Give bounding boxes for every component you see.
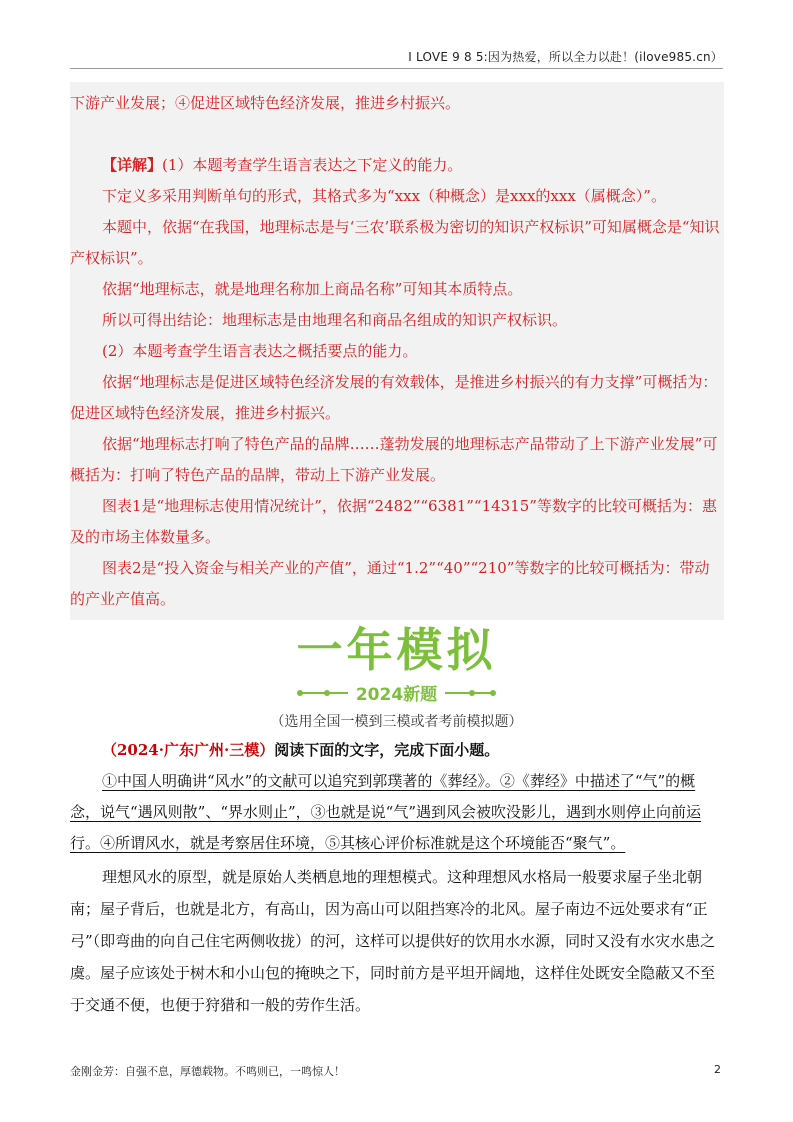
subtitle-ornament-right bbox=[445, 692, 493, 694]
answer-paragraph: 依据“地理标志打响了特色产品的品牌……蓬勃发展的地理标志产品带动了上下游产业发展”可概括为：打响了特色产品的品牌，带动上下游产业发展。 bbox=[70, 435, 718, 484]
detail-text: (1）本题考查学生语言表达之下定义的能力。 bbox=[162, 156, 463, 174]
section-subtitle: 2024新题 bbox=[355, 685, 438, 705]
answer-paragraph: 依据“地理标志，就是地理名称加上商品名称”可知其本质特点。 bbox=[102, 280, 523, 298]
section-title: 一年模拟 bbox=[296, 623, 497, 677]
underlined-passage: ①中国人明确讲“风水”的文献可以追究到郭璞著的《葬经》。②《葬经》中描述了“气”的概念，说气“遇风则散”、“界水则止”，③也就是说“气”遇到风会被吹没影儿，遇到水则停止向前运行。④所谓风水，就是考察居住环境，⑤其核心评价标准就是这个环境能否“聚气”。 bbox=[70, 772, 702, 852]
answer-paragraph: (2）本题考查学生语言表达之概括要点的能力。 bbox=[102, 342, 418, 360]
detail-intro bbox=[70, 150, 724, 181]
answer-paragraph: 依据“地理标志是促进区域特色经济发展的有效载体，是推进乡村振兴的有力支撑”可概括为：促进区域特色经济发展，推进乡村振兴。 bbox=[70, 373, 718, 422]
answer-paragraph: 下定义多采用判断单句的形式，其格式多为“xxx（种概念）是xxx的xxx（属概念）”。 bbox=[102, 187, 666, 205]
answer-paragraph: 图表1是“地理标志使用情况统计”，依据“2482”“6381”“14315”等数字的比较可概括为：惠及的市场主体数量多。 bbox=[70, 497, 717, 546]
answer-paragraph: 图表2是“投入资金与相关产业的产值”，通过“1.2”“40”“210”等数字的比较可概括为：带动的产业产值高。 bbox=[70, 559, 710, 608]
header-divider bbox=[70, 68, 723, 69]
answer-explanation-box bbox=[70, 82, 724, 620]
page-number: 2 bbox=[714, 1063, 721, 1076]
answer-paragraph: 本题中，依据“在我国，地理标志是与‘三农’联系极为密切的知识产权标识”可知属概念是“知识产权标识”。 bbox=[70, 218, 720, 267]
section-title-block bbox=[0, 622, 793, 731]
section-note: （选用全国一模到三模或者考前模拟题） bbox=[270, 714, 523, 730]
answer-paragraph: 所以可得出结论：地理标志是由地理名和商品名组成的知识产权标识。 bbox=[102, 311, 568, 329]
page-header: I LOVE 9 8 5:因为热爱，所以全力以赴！(ilove985.cn） bbox=[408, 50, 723, 64]
question-instruction: 阅读下面的文字，完成下面小题。 bbox=[274, 741, 500, 759]
footer-motto: 金刚金芳：自强不息，厚德载物。不鸣则已，一鸣惊人！ bbox=[70, 1065, 345, 1078]
subtitle-row bbox=[0, 680, 793, 705]
reading-paragraph: 理想风水的原型，就是原始人类栖息地的理想模式。这种理想风水格局一般要求屋子坐北朝南；屋子背后，也就是北方，有高山，因为高山可以阻挡寒冷的北风。屋子南边不远处要求有“正弓”（即弯曲的向自己住宅两侧收拢）的河，这样可以提供好的饮用水水源，同时又没有水灾水患之虞。屋子应该处于树木和小山包的掩映之下，同时前方是平坦开阔地，这样住处既安全隐蔽又不至于交通不便，也便于狩猎和一般的劳作生活。 bbox=[70, 868, 716, 1014]
answer-line: 下游产业发展；④促进区域特色经济发展，推进乡村振兴。 bbox=[70, 94, 461, 112]
subtitle-ornament-left bbox=[300, 692, 348, 694]
detail-tag: 【详解】 bbox=[102, 156, 163, 174]
question-heading bbox=[70, 735, 724, 766]
question-source: （2024·广东广州·三模） bbox=[102, 741, 275, 759]
